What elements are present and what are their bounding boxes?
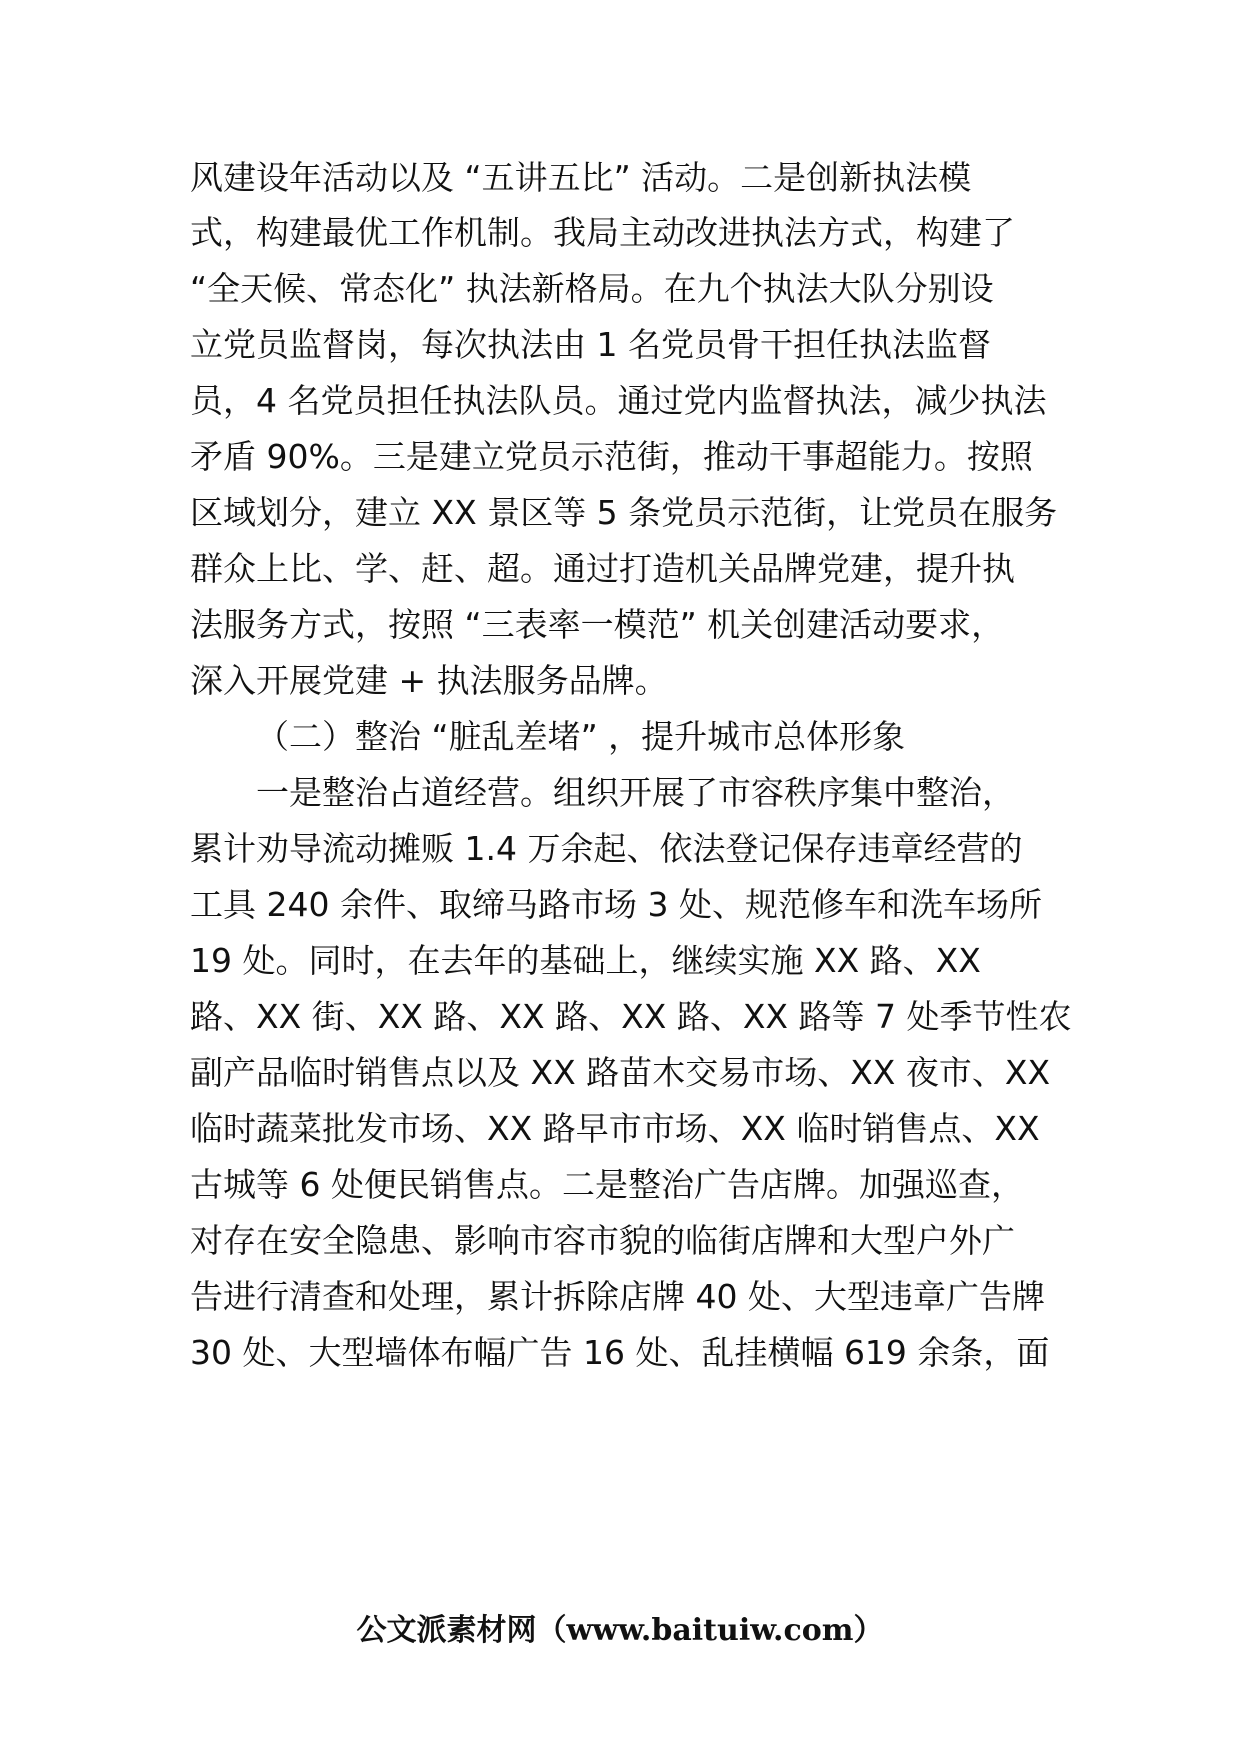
body-line: 一是整治占道经营。组织开展了市容秩序集中整治， — [256, 773, 1015, 812]
body-line: 对存在安全隐患、影响市容市貌的临街店牌和大型户外广 — [190, 1221, 1015, 1260]
body-line: 法服务方式，按照 “三表率一模范” 机关创建活动要求， — [190, 605, 1005, 644]
section-heading: （二）整治 “脏乱差堵” ，提升城市总体形象 — [256, 717, 906, 756]
body-line: 工具 240 余件、取缔马路市场 3 处、规范修车和洗车场所 — [190, 885, 1042, 924]
body-line: 式，构建最优工作机制。我局主动改进执法方式，构建了 — [190, 213, 1015, 252]
body-line: 路、XX 街、XX 路、XX 路、XX 路、XX 路等 7 处季节性农 — [190, 997, 1072, 1036]
body-line: 古城等 6 处便民销售点。二是整治广告店牌。加强巡查， — [190, 1165, 1024, 1204]
body-line: 30 处、大型墙体布幅广告 16 处、乱挂横幅 619 余条，面 — [190, 1333, 1050, 1372]
body-line: 深入开展党建 + 执法服务品牌。 — [190, 661, 668, 700]
body-line: 临时蔬菜批发市场、XX 路早市市场、XX 临时销售点、XX — [190, 1109, 1040, 1148]
body-line: 员，4 名党员担任执法队员。通过党内监督执法，减少执法 — [190, 381, 1047, 420]
body-line: 告进行清查和处理，累计拆除店牌 40 处、大型违章广告牌 — [190, 1277, 1045, 1316]
body-line: 累计劝导流动摊贩 1.4 万余起、依法登记保存违章经营的 — [190, 829, 1023, 868]
body-line: 矛盾 90%。三是建立党员示范街，推动干事超能力。按照 — [190, 437, 1033, 476]
body-line: 立党员监督岗，每次执法由 1 名党员骨干担任执法监督 — [190, 325, 991, 364]
body-line: “全天候、常态化” 执法新格局。在九个执法大队分别设 — [190, 269, 994, 308]
body-line: 19 处。同时，在去年的基础上，继续实施 XX 路、XX — [190, 941, 981, 980]
body-line: 群众上比、学、赶、超。通过打造机关品牌党建，提升执 — [190, 549, 1015, 588]
footer-watermark: 公文派素材网（www.baituiw.com） — [356, 1613, 884, 1648]
body-line: 副产品临时销售点以及 XX 路苗木交易市场、XX 夜市、XX — [190, 1053, 1051, 1092]
body-line: 风建设年活动以及 “五讲五比” 活动。二是创新执法模 — [190, 158, 972, 197]
body-line: 区域划分，建立 XX 景区等 5 条党员示范街，让党员在服务 — [190, 493, 1058, 532]
